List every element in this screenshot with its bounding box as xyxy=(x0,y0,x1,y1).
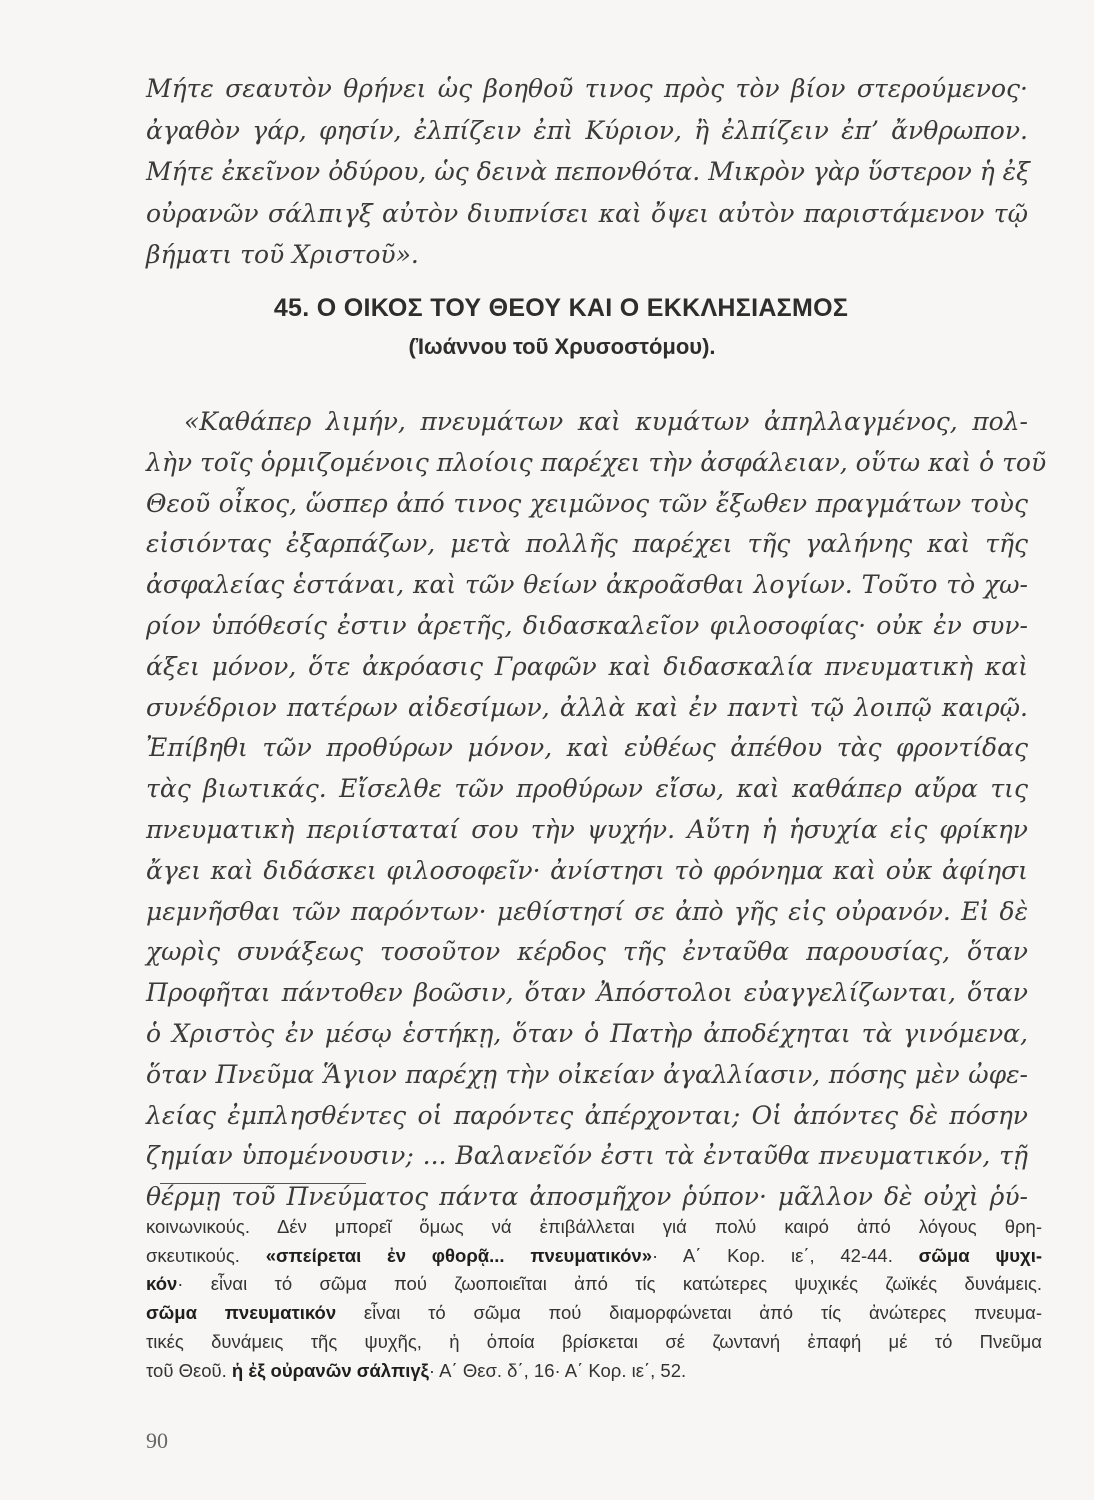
footnotes xyxy=(146,1213,1042,1385)
footnote-term: σῶμα ψυχι- xyxy=(918,1244,1043,1266)
main-quote-text xyxy=(146,402,1047,1218)
footnote-term: κόν xyxy=(146,1273,178,1295)
text-line: Προφῆται πάντοθεν βοῶσιν, ὅταν Ἀπόστολοι εὐαγγελίζωνται, ὅταν xyxy=(146,978,1028,1008)
footnote-text: τοῦ Θεοῦ. xyxy=(146,1359,227,1381)
top-quote-text xyxy=(146,68,1028,276)
footnote-line xyxy=(146,1357,1042,1386)
footnote-line: τικές δυνάμεις τῆς ψυχῆς, ἡ ὁποία βρίσκεται σέ ζωντανή ἐπαφή μέ τό Πνεῦμα xyxy=(146,1330,1042,1352)
page-number: 90 xyxy=(146,1428,168,1453)
footnote-term: σῶμα πνευματικόν xyxy=(146,1302,337,1324)
footnote-text: εἶναι τό σῶμα πού διαμορφώνεται ἀπό τίς ἀνώτερες πνευμα- xyxy=(336,1302,1042,1324)
footnote-line: κοινωνικούς. Δέν μπορεῖ ὅμως νά ἐπιβάλλεται γιά πολύ καιρό ἀπό λόγους θρη- xyxy=(146,1216,1042,1237)
text-line: «Καθάπερ λιμήν, πνευμάτων καὶ κυμάτων ἀπηλλαγμένος, πολ- xyxy=(184,407,1028,436)
text-line: λὴν τοῖς ὁρμιζομένοις πλοίοις παρέχει τὴν ἀσφάλειαν, οὕτω καὶ ὁ τοῦ xyxy=(146,447,1047,477)
text-line: ὁ Χριστὸς ἐν μέσῳ ἑστήκῃ, ὅταν ὁ Πατὴρ ἀποδέχηται τὰ γινόμενα, xyxy=(146,1018,1028,1048)
footnote-text: · εἶναι τό σῶμα πού ζωοποιεῖται ἀπό τίς κατώτερες ψυχικές ζωϊκές δυνάμεις. xyxy=(177,1273,1042,1295)
text-line: ἀσφαλείας ἑστάναι, καὶ τῶν θείων ἀκροᾶσθαι λογίων. Τοῦτο τὸ χω- xyxy=(146,570,1028,600)
text-line: Θεοῦ οἶκος, ὥσπερ ἀπό τινος χειμῶνος τῶν ἔξωθεν πραγμάτων τοὺς xyxy=(146,488,1028,518)
footnote-line xyxy=(146,1242,1042,1271)
text-line: θέρμῃ τοῦ Πνεύματος πάντα ἀποσμῆχον ῥύπον· μᾶλλον δὲ οὐχὶ ῥύ- xyxy=(146,1182,1028,1212)
footnote-term: «σπείρεται ἐν φθορᾷ... πνευματικόν» xyxy=(265,1244,652,1266)
text-line: τὰς βιωτικάς. Εἴσελθε τῶν προθύρων εἴσω, καὶ καθάπερ αὔρα τις xyxy=(146,774,1028,804)
text-line: οὐρανῶν σάλπιγξ αὐτὸν διυπνίσει καὶ ὄψει αὐτὸν παριστάμενον τῷ xyxy=(146,198,1028,228)
text-line: χωρὶς συνάξεως τοσοῦτον κέρδος τῆς ἐνταῦθα παρουσίας, ὅταν xyxy=(146,937,1028,967)
footnote-term: ἡ ἐξ οὐρανῶν σάλπιγξ xyxy=(231,1359,429,1381)
text-line: ἄγει καὶ διδάσκει φιλοσοφεῖν· ἀνίστησι τὸ φρόνημα καὶ οὐκ ἀφίησι xyxy=(146,855,1028,885)
text-line: ὅταν Πνεῦμα Ἅγιον παρέχῃ τὴν οἰκείαν ἀγαλλίασιν, πόσης μὲν ὠφε- xyxy=(146,1059,1028,1089)
footnote-text: · Α΄ Κορ. ιε΄, 42-44. xyxy=(652,1244,893,1266)
footnote-line xyxy=(146,1299,1042,1328)
text-line: συνέδριον πατέρων αἰδεσίμων, ἀλλὰ καὶ ἐν παντὶ τῷ λοιπῷ καιρῷ. xyxy=(146,692,1028,722)
text-line: βήματι τοῦ Χριστοῦ». xyxy=(146,240,419,269)
footnote-divider xyxy=(160,1183,366,1184)
section-title: 45. Ο ΟΙΚΟΣ ΤΟΥ ΘΕΟΥ ΚΑΙ Ο ΕΚΚΛΗΣΙΑΣΜΟΣ xyxy=(273,294,849,322)
text-line: ἀγαθὸν γάρ, φησίν, ἐλπίζειν ἐπὶ Κύριον, ἢ ἐλπίζειν ἐπ’ ἄνθρωπον. xyxy=(146,115,1028,145)
text-line: πνευματικὴ περιίσταταί σου τὴν ψυχήν. Αὕτη ἡ ἡσυχία εἰς φρίκην xyxy=(146,814,1028,844)
text-line: άξει μόνον, ὅτε ἀκρόασις Γραφῶν καὶ διδασκαλία πνευματικὴ καὶ xyxy=(146,651,1028,681)
footnote-text: · Α΄ Θεσ. δ΄, 16· Α΄ Κορ. ιε΄, 52. xyxy=(428,1359,687,1381)
text-line: ρίον ὑπόθεσίς ἐστιν ἀρετῆς, διδασκαλεῖον φιλοσοφίας· οὐκ ἐν συν- xyxy=(146,610,1028,640)
section-subtitle: (Ἰωάννου τοῦ Χρυσοστόμου). xyxy=(408,334,716,359)
text-line: λείας ἐμπλησθέντες οἱ παρόντες ἀπέρχονται; Οἱ ἀπόντες δὲ πόσην xyxy=(146,1100,1028,1130)
footnote-line xyxy=(146,1270,1042,1299)
text-line: Μήτε σεαυτὸν θρήνει ὡς βοηθοῦ τινος πρὸς τὸν βίον στερούμενος· xyxy=(146,74,1028,103)
text-line: μεμνῆσθαι τῶν παρόντων· μεθίστησί σε ἀπὸ γῆς εἰς οὐρανόν. Εἰ δὲ xyxy=(146,896,1028,926)
footnote-text: σκευτικούς. xyxy=(146,1244,240,1266)
text-line: ζημίαν ὑπομένουσιν; ... Βαλανεῖόν ἐστι τὰ ἐνταῦθα πνευματικόν, τῇ xyxy=(146,1141,1028,1171)
text-line: Μήτε ἐκεῖνον ὀδύρου, ὡς δεινὰ πεπονθότα. Μικρὸν γὰρ ὕστερον ἡ ἐξ xyxy=(146,157,1030,186)
text-line: Ἐπίβηθι τῶν προθύρων μόνον, καὶ εὐθέως ἀπέθου τὰς φροντίδας xyxy=(146,733,1028,763)
text-line: εἰσιόντας ἐξαρπάζων, μετὰ πολλῆς παρέχει τῆς γαλήνης καὶ τῆς xyxy=(146,529,1028,559)
